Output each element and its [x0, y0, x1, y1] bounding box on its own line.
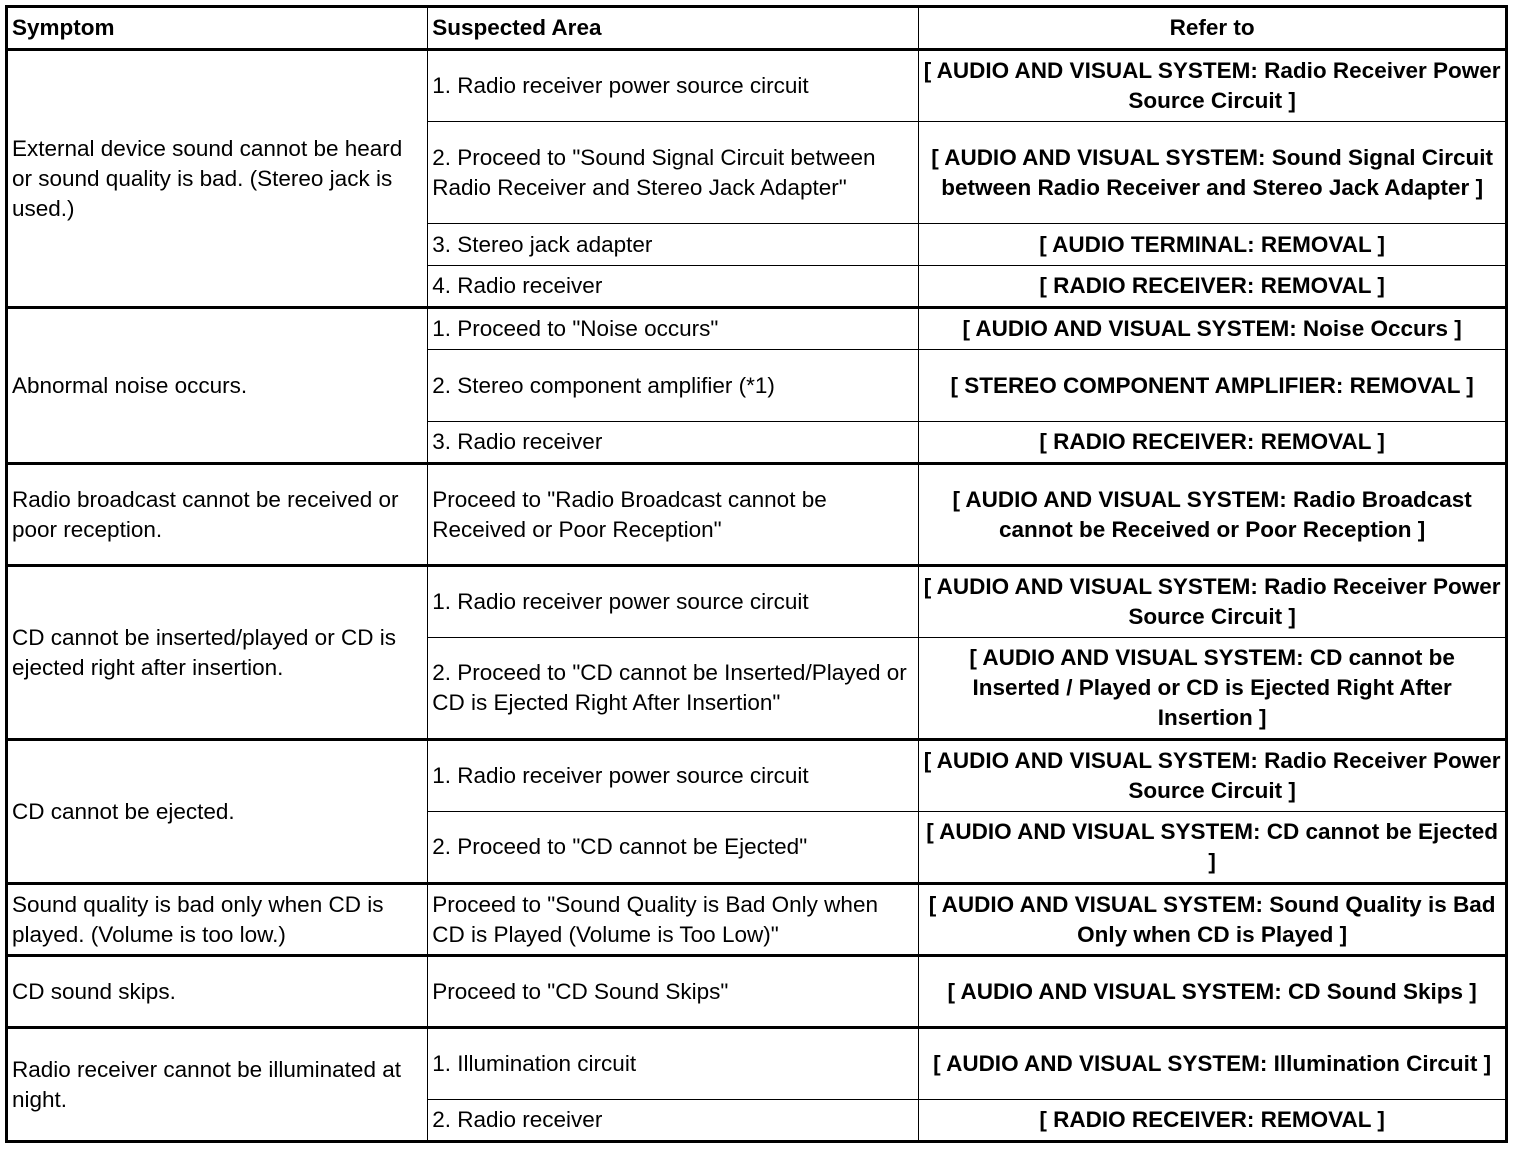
suspected-area-cell: 2. Radio receiver	[428, 1100, 919, 1142]
refer-to-link[interactable]: [ AUDIO AND VISUAL SYSTEM: Radio Receiver Power Source Circuit ]	[919, 740, 1507, 812]
symptom-cell: CD cannot be inserted/played or CD is ejected right after insertion.	[7, 566, 428, 740]
suspected-area-cell: 2. Proceed to "CD cannot be Ejected"	[428, 812, 919, 884]
symptom-cell: CD sound skips.	[7, 956, 428, 1028]
symptom-cell: External device sound cannot be heard or sound quality is bad. (Stereo jack is used.)	[7, 50, 428, 308]
symptom-cell: CD cannot be ejected.	[7, 740, 428, 884]
refer-to-link[interactable]: [ AUDIO AND VISUAL SYSTEM: Sound Quality is Bad Only when CD is Played ]	[919, 884, 1507, 956]
refer-to-link[interactable]: [ AUDIO AND VISUAL SYSTEM: Noise Occurs ]	[919, 308, 1507, 350]
refer-to-link[interactable]: [ AUDIO AND VISUAL SYSTEM: CD Sound Skips ]	[919, 956, 1507, 1028]
refer-to-link[interactable]: [ RADIO RECEIVER: REMOVAL ]	[919, 266, 1507, 308]
header-suspected-area: Suspected Area	[428, 7, 919, 50]
table-row	[7, 956, 1507, 1028]
refer-to-link[interactable]: [ AUDIO TERMINAL: REMOVAL ]	[919, 224, 1507, 266]
table-row	[7, 566, 1507, 638]
table-row	[7, 50, 1507, 122]
suspected-area-cell: Proceed to "Sound Quality is Bad Only when CD is Played (Volume is Too Low)"	[428, 884, 919, 956]
refer-to-link[interactable]: [ STEREO COMPONENT AMPLIFIER: REMOVAL ]	[919, 350, 1507, 422]
refer-to-link[interactable]: [ AUDIO AND VISUAL SYSTEM: Sound Signal Circuit between Radio Receiver and Stereo Jack Adapter ]	[919, 122, 1507, 224]
refer-to-link[interactable]: [ AUDIO AND VISUAL SYSTEM: Radio Broadcast cannot be Received or Poor Reception ]	[919, 464, 1507, 566]
header-row	[7, 7, 1507, 50]
suspected-area-cell: 2. Stereo component amplifier (*1)	[428, 350, 919, 422]
header-refer-to: Refer to	[919, 7, 1507, 50]
suspected-area-cell: 1. Radio receiver power source circuit	[428, 50, 919, 122]
header-symptom: Symptom	[7, 7, 428, 50]
suspected-area-cell: 1. Radio receiver power source circuit	[428, 566, 919, 638]
refer-to-link[interactable]: [ AUDIO AND VISUAL SYSTEM: CD cannot be Ejected ]	[919, 812, 1507, 884]
symptom-cell: Radio broadcast cannot be received or poor reception.	[7, 464, 428, 566]
refer-to-link[interactable]: [ AUDIO AND VISUAL SYSTEM: Radio Receiver Power Source Circuit ]	[919, 566, 1507, 638]
suspected-area-cell: 2. Proceed to "Sound Signal Circuit between Radio Receiver and Stereo Jack Adapter"	[428, 122, 919, 224]
suspected-area-cell: 1. Illumination circuit	[428, 1028, 919, 1100]
refer-to-link[interactable]: [ RADIO RECEIVER: REMOVAL ]	[919, 1100, 1507, 1142]
table-row	[7, 1028, 1507, 1100]
suspected-area-cell: 3. Stereo jack adapter	[428, 224, 919, 266]
table-row	[7, 884, 1507, 956]
suspected-area-cell: 3. Radio receiver	[428, 422, 919, 464]
suspected-area-cell: Proceed to "Radio Broadcast cannot be Received or Poor Reception"	[428, 464, 919, 566]
refer-to-link[interactable]: [ AUDIO AND VISUAL SYSTEM: Illumination Circuit ]	[919, 1028, 1507, 1100]
refer-to-link[interactable]: [ RADIO RECEIVER: REMOVAL ]	[919, 422, 1507, 464]
suspected-area-cell: Proceed to "CD Sound Skips"	[428, 956, 919, 1028]
table-row	[7, 464, 1507, 566]
refer-to-link[interactable]: [ AUDIO AND VISUAL SYSTEM: Radio Receiver Power Source Circuit ]	[919, 50, 1507, 122]
suspected-area-cell: 1. Radio receiver power source circuit	[428, 740, 919, 812]
troubleshooting-table	[5, 5, 1508, 1143]
suspected-area-cell: 1. Proceed to "Noise occurs"	[428, 308, 919, 350]
suspected-area-cell: 4. Radio receiver	[428, 266, 919, 308]
symptom-cell: Abnormal noise occurs.	[7, 308, 428, 464]
suspected-area-cell: 2. Proceed to "CD cannot be Inserted/Played or CD is Ejected Right After Insertion"	[428, 638, 919, 740]
table-row	[7, 308, 1507, 350]
symptom-cell: Sound quality is bad only when CD is played. (Volume is too low.)	[7, 884, 428, 956]
symptom-cell: Radio receiver cannot be illuminated at night.	[7, 1028, 428, 1142]
refer-to-link[interactable]: [ AUDIO AND VISUAL SYSTEM: CD cannot be Inserted / Played or CD is Ejected Right After Insertion ]	[919, 638, 1507, 740]
table-row	[7, 740, 1507, 812]
